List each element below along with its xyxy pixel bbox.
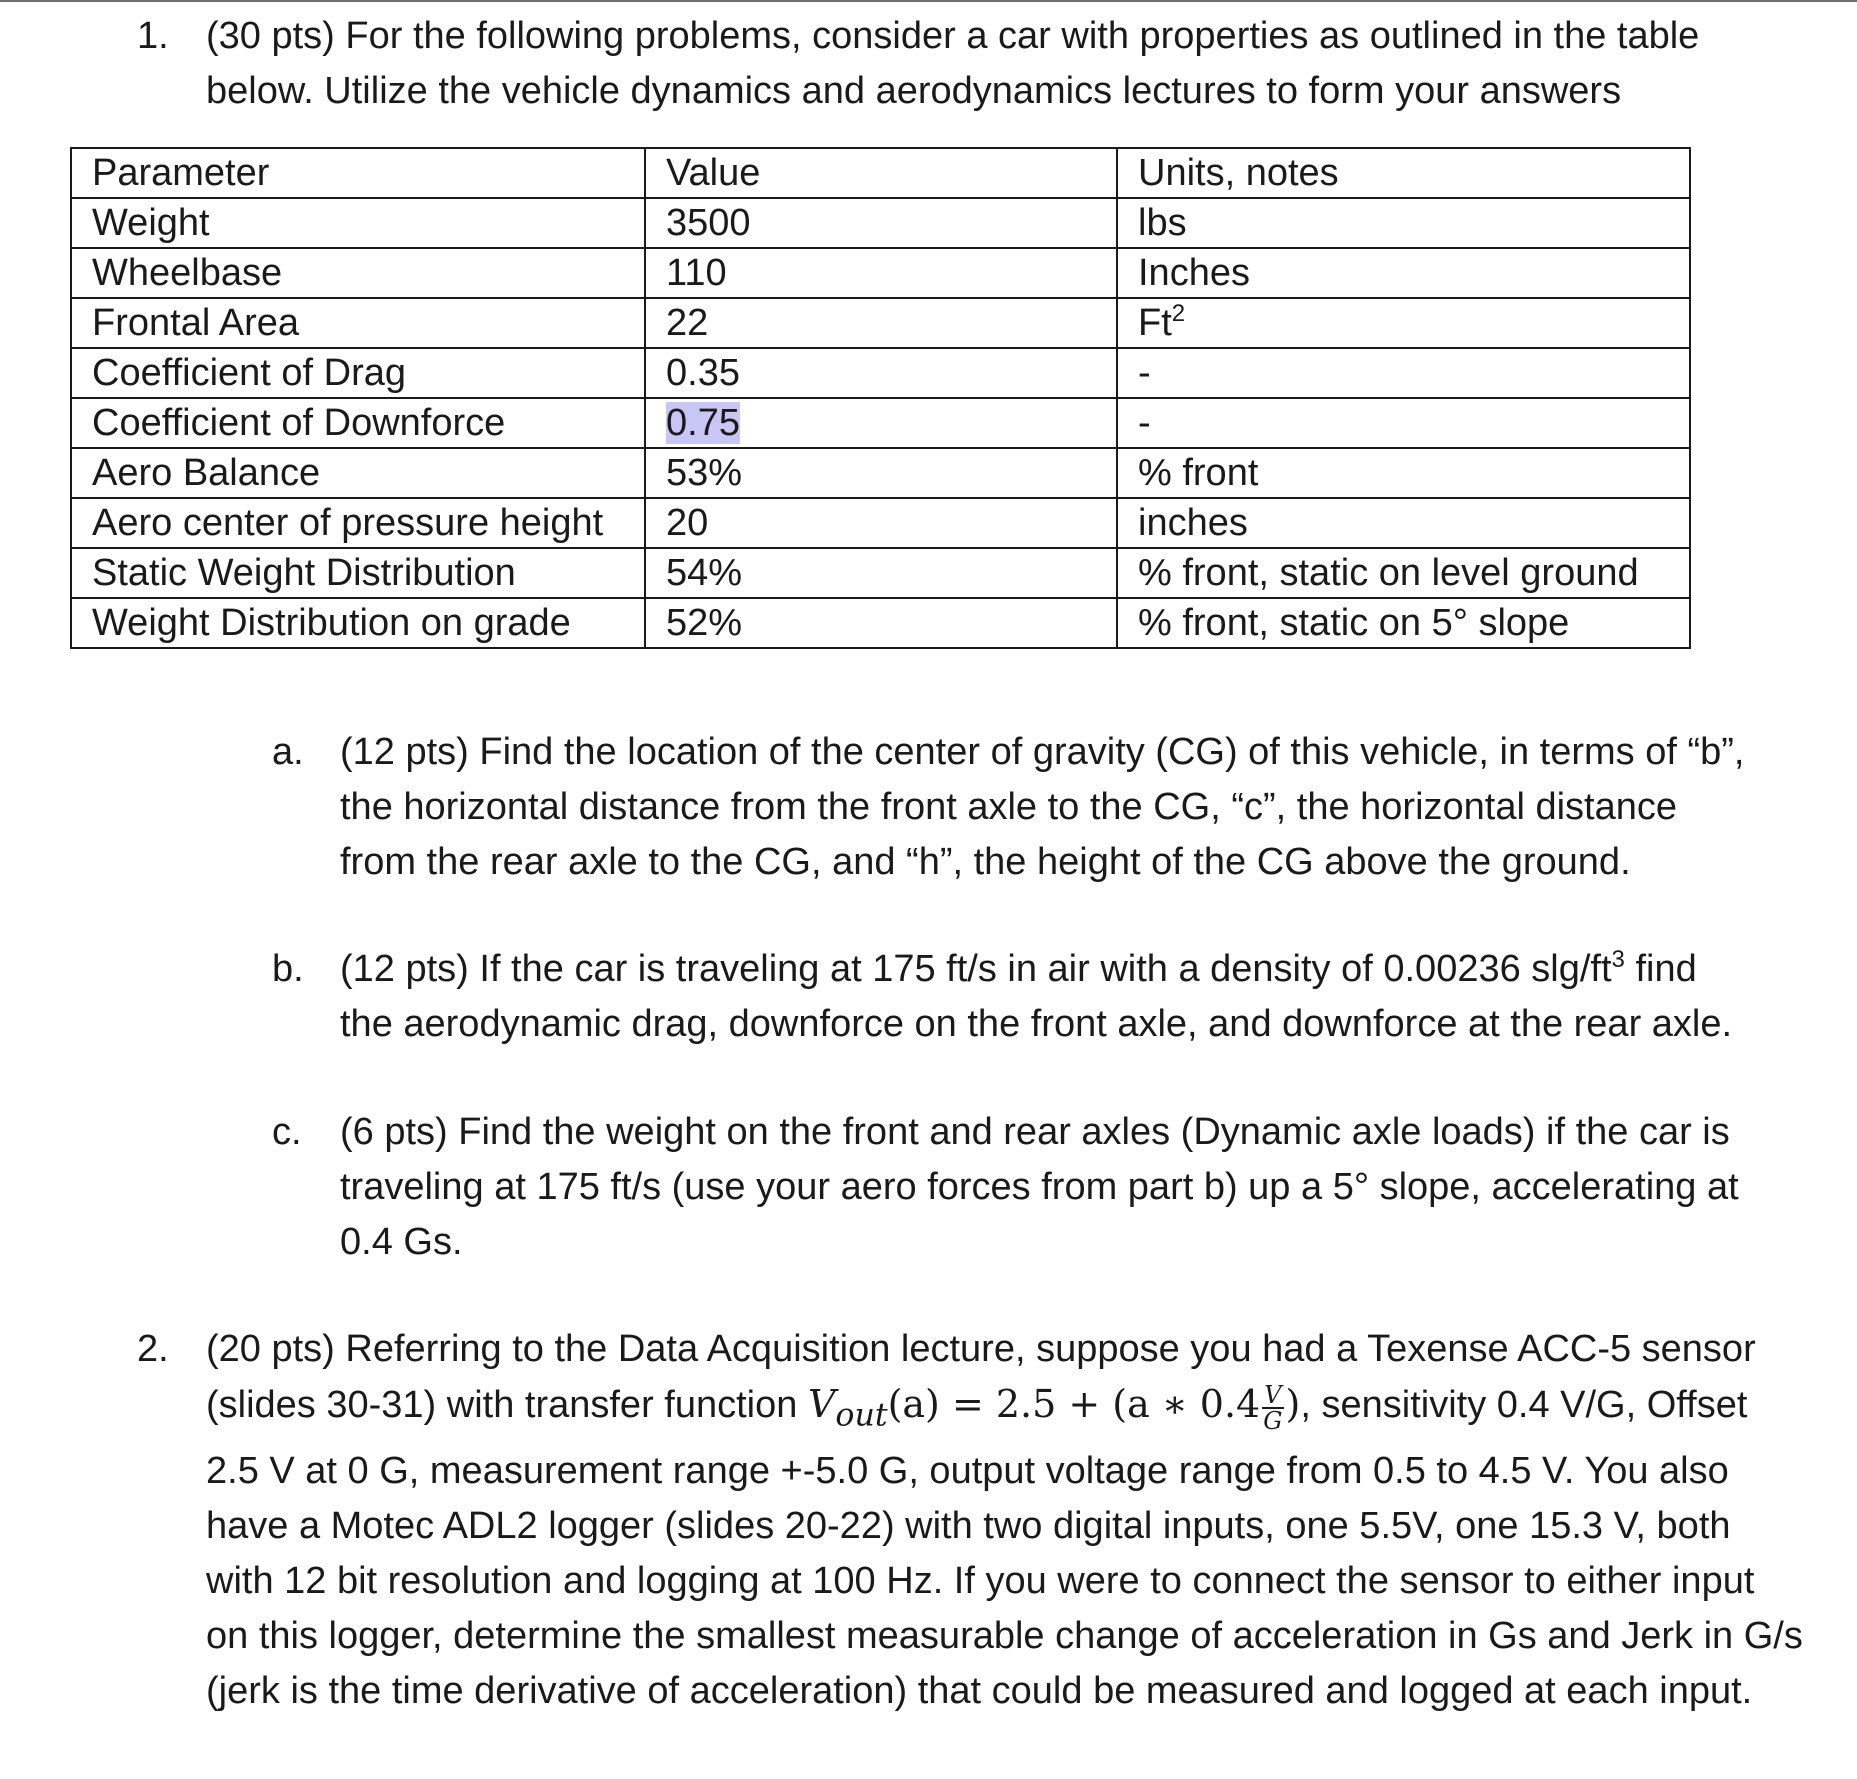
cell-value-text: 3500 (666, 202, 751, 244)
table-header-row (71, 148, 1690, 198)
question-2-number: 2. (137, 1328, 169, 1370)
cell-value-text: 20 (666, 502, 709, 544)
cell-value (645, 198, 1117, 248)
table-row (71, 448, 1690, 498)
fraction-denominator: G (1263, 1406, 1283, 1435)
cell-parameter: Weight (71, 198, 645, 248)
cell-parameter: Frontal Area (71, 298, 645, 348)
cell-units (1117, 248, 1690, 298)
cell-value (645, 348, 1117, 398)
cell-parameter: Static Weight Distribution (71, 548, 645, 598)
formula-rest: (a) = 2.5 + (a ∗ 0.4 (887, 1382, 1261, 1426)
part-c-label: c. (272, 1111, 302, 1153)
cell-units (1117, 198, 1690, 248)
part-a-text: (12 pts) Find the location of the center of gravity (CG) of this vehicle, in terms of “b”, the horizontal distance from the front axle to the CG, “c”, the horizontal distance from the rear axle to the CG, and “h”, the height of the CG above the ground. (340, 731, 1745, 883)
header-value: Value (645, 148, 1117, 198)
cell-value-text: 0.35 (666, 352, 740, 394)
cell-units-text: Ft (1138, 302, 1172, 344)
cell-value (645, 398, 1117, 448)
cell-value-text: 110 (666, 252, 727, 294)
table-row (71, 248, 1690, 298)
part-b-text-before: (12 pts) If the car is traveling at 175 ft/s in air with a density of 0.00236 slg/ft (340, 948, 1612, 990)
cell-units (1117, 398, 1690, 448)
table-row (71, 598, 1690, 648)
question-2-text (206, 1322, 1806, 1719)
cell-units-text: lbs (1138, 202, 1187, 244)
cell-value (645, 448, 1117, 498)
cell-units (1117, 448, 1690, 498)
table-row (71, 548, 1690, 598)
part-b-label: b. (272, 948, 304, 990)
cell-value-text: 52% (666, 602, 743, 644)
question-1-text: (30 pts) For the following problems, consider a car with properties as outlined in the table below. Utilize the vehicle dynamics and aerodynamics lectures to form your answers (206, 15, 1700, 112)
part-b-text-after: find the aerodynamic drag, downforce on the front axle, and downforce at the rear axle. (340, 948, 1733, 1045)
cell-units-text: % front, static on 5° slope (1138, 602, 1570, 644)
cell-parameter: Wheelbase (71, 248, 645, 298)
table-row (71, 398, 1690, 448)
formula-sub: out (835, 1397, 888, 1434)
cell-value (645, 548, 1117, 598)
cell-value-text: 53% (666, 452, 743, 494)
part-b-text (340, 942, 1760, 1052)
header-parameter: Parameter (71, 148, 645, 198)
cell-units (1117, 598, 1690, 648)
cell-units-text: % front, static on level ground (1138, 552, 1639, 594)
part-a-label: a. (272, 731, 304, 773)
fraction-numerator: V (1264, 1380, 1282, 1409)
cell-value (645, 598, 1117, 648)
cell-value (645, 498, 1117, 548)
cell-units (1117, 298, 1690, 348)
vehicle-parameters-table (70, 147, 1691, 649)
cell-parameter: Coefficient of Downforce (71, 398, 645, 448)
table-row (71, 498, 1690, 548)
cell-units-text: Inches (1138, 252, 1250, 294)
part-c-text: (6 pts) Find the weight on the front and rear axles (Dynamic axle loads) if the car is traveling at 175 ft/s (use your aero forces from part b) up a 5° slope, accelerating at 0.4 Gs. (340, 1111, 1739, 1263)
cell-units (1117, 548, 1690, 598)
cell-value-text: 54% (666, 552, 743, 594)
cell-parameter: Aero center of pressure height (71, 498, 645, 548)
cell-value (645, 248, 1117, 298)
header-units: Units, notes (1117, 148, 1690, 198)
cell-parameter: Weight Distribution on grade (71, 598, 645, 648)
table-row (71, 348, 1690, 398)
question-2-text-before: (20 pts) Referring to the Data Acquisition lecture, suppose you had a Texense ACC-5 sensor (slides 30-31) with transfer function (206, 1328, 1756, 1426)
question-2-text-after: , sensitivity 0.4 V/G, Offset 2.5 V at 0 G, measurement range +-5.0 G, output voltage range from 0.5 to 4.5 V. You also have a Motec ADL2 logger (slides 20-22) with two digital inputs, one 5.5V, one 15.3 V, both with 12 bit resolution and logging at 100 Hz. If you were to connect the sensor to either input on this logger, determine the smallest measurable change of acceleration in Gs and Jerk in G/s (jerk is the time derivative of acceleration) that could be measured and logged at each input. (206, 1384, 1803, 1712)
cell-value (645, 298, 1117, 348)
cell-parameter: Aero Balance (71, 448, 645, 498)
formula-v: V (807, 1382, 836, 1426)
formula-close: ) (1285, 1382, 1301, 1426)
part-b-sup: 3 (1611, 946, 1625, 973)
cell-units-text: - (1138, 402, 1151, 444)
table-row (71, 298, 1690, 348)
cell-value-text: 0.75 (666, 402, 740, 444)
top-border-line (0, 0, 1857, 2)
cell-units (1117, 498, 1690, 548)
transfer-function-formula (807, 1380, 1301, 1435)
cell-units (1117, 348, 1690, 398)
cell-units-text: - (1138, 352, 1151, 394)
cell-value-text: 22 (666, 302, 709, 344)
question-1-number: 1. (137, 15, 169, 57)
cell-units-sup: 2 (1171, 300, 1186, 327)
formula-fraction (1262, 1380, 1283, 1435)
cell-units-text: inches (1138, 502, 1248, 544)
cell-units-text: % front (1138, 452, 1259, 494)
cell-parameter: Coefficient of Drag (71, 348, 645, 398)
table-row (71, 198, 1690, 248)
